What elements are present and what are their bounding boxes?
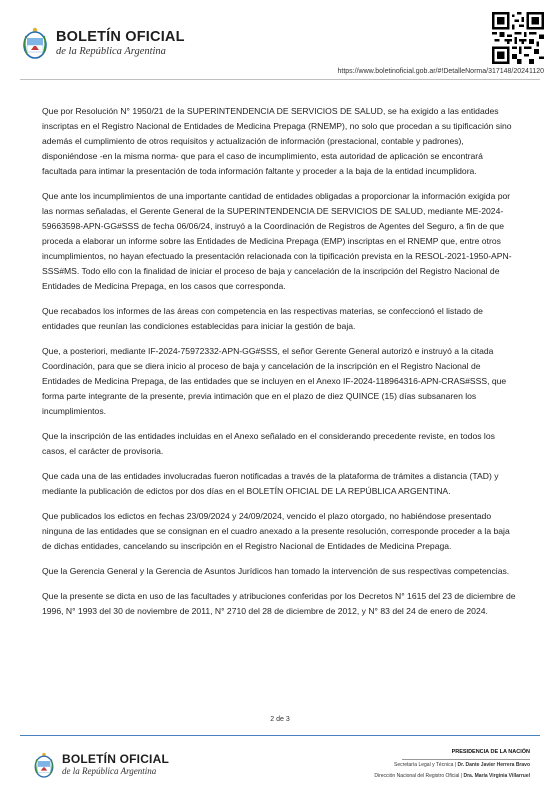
direccion-line [374,771,530,782]
secretaria-line [374,760,530,771]
paragraph: Que recabados los informes de las áreas con competencia en las respectivas materias, se confeccionó el listado de entidades que reunían las condiciones establecidas para iniciar la gestión de baja. [42,306,483,331]
brand-title: BOLETÍN OFICIAL [56,28,185,45]
paragraph: Que la presente se dicta en uso de las facultades y atribuciones conferidas por los Decretos N° 1615 del 23 de diciembre de 1996, N° 1993 del 30 de noviembre de 2011, N° 2710 del 28 de diciembre de 2012, y N° 83 del 24 de enero de 2024. [42,591,516,616]
presidency-label: PRESIDENCIA DE LA NACIÓN [451,749,530,755]
boletin-logo[interactable] [20,26,185,60]
paragraph: Que por Resolución N° 1950/21 de la SUPERINTENDENCIA DE SERVICIOS DE SALUD, se ha exigido a las entidades inscriptas en el Registro Nacional de Entidades de Medicina Prepaga (RNEMP), no solo que procedan a su tipificación sino además el cumplimiento de otros requisitos y actualización de información (prestacional, contable y padrones), disponiéndose -en la misma norma- que para el caso de incumplimiento, esta autoridad de aplicación se encontrará facultada para intimar la presentación de toda información faltante y proceder a la baja de la entidad incumplidora. [42,106,512,176]
brand-subtitle: de la República Argentina [56,45,166,57]
page-header [0,0,560,82]
paragraph: Que, a posteriori, mediante IF-2024-75972332-APN-GG#SSS, el señor Gerente General autorizó e instruyó a la citada Coordinación, para que se diera inicio al proceso de baja y cancelación de la inscripción en el Registro Nacional de Entidades de Medicina Prepaga, de las entidades que se incluyen en el Anexo IF-2024-118964316-APN-CRAS#SSS, que forma parte integrante de la presente, previa intimación que en el plazo de diez QUINCE (15) días subsanaren los incumplimientos. [42,346,507,416]
page-number: 2 de 3 [270,716,290,723]
paragraph: Que publicados los edictos en fechas 23/09/2024 y 24/09/2024, vencido el plazo otorgado, no habiéndose presentado ninguna de las entidades que se consignan en el cuadro anexado a la presente resolución, corresponde proceder a la baja de dichas entidades, cancelando su inscripción en el Registro Nacional de Entidades de Medicina Prepaga. [42,511,510,551]
footer-brand-title: BOLETÍN OFICIAL [62,752,169,766]
document-url[interactable]: https://www.boletinoficial.gob.ar/#!DetalleNorma/317148/20241120 [337,68,544,75]
paragraph: Que cada una de las entidades involucradas fueron notificadas a través de la plataforma de trámites a distancia (TAD) y mediante la publicación de edictos por dos días en el BOLETÍN OFICIAL DE LA REPÚBLICA ARGENTINA. [42,471,499,496]
secretaria-name: Dr. Dante Javier Herrera Bravo [457,762,530,768]
footer-credits [374,748,530,782]
header-divider [20,79,540,80]
argentina-seal-icon [20,26,50,60]
footer-divider [20,735,540,736]
document-body [42,104,520,629]
paragraph: Que la inscripción de las entidades incluidas en el Anexo señalado en el considerando precedente reviste, en todos los casos, el carácter de provisoria. [42,431,495,456]
argentina-seal-icon [32,751,56,779]
paragraph: Que ante los incumplimientos de una importante cantidad de entidades obligadas a proporcionar la información exigida por las normas señaladas, el Gerente General de la SUPERINTENDENCIA DE SERVICIOS DE SALUD, mediante ME-2024-59663598-APN-GG#SSS de fecha 06/06/24, instruyó a la Coordinación de Registros de Agentes del Seguro, a fin de que proceda a elaborar un informe sobre las Entidades de Medicina Prepaga (EMP) inscriptas en el RNEMP que, entre otros incumplimientos, no hayan efectuado la presentación relacionada con la tipificación prevista en la RESOL-2021-1950-APN-SSS#MS. Todo ello con la finalidad de iniciar el proceso de baja y cancelación de la inscripción del Registro Nacional de Entidades de Medicina Prepaga, en los casos que corresponda. [42,191,512,291]
direccion-label: Dirección Nacional del Registro Oficial | [374,773,464,779]
footer-brand-subtitle: de la República Argentina [62,766,157,776]
qr-code-icon [492,12,544,64]
footer-boletin-logo[interactable] [32,751,169,779]
paragraph: Que la Gerencia General y la Gerencia de Asuntos Jurídicos han tomado la intervención de sus respectivas competencias. [42,566,510,576]
direccion-name: Dra. María Virginia Villarruel [463,773,530,779]
secretaria-label: Secretaría Legal y Técnica | [393,762,458,768]
